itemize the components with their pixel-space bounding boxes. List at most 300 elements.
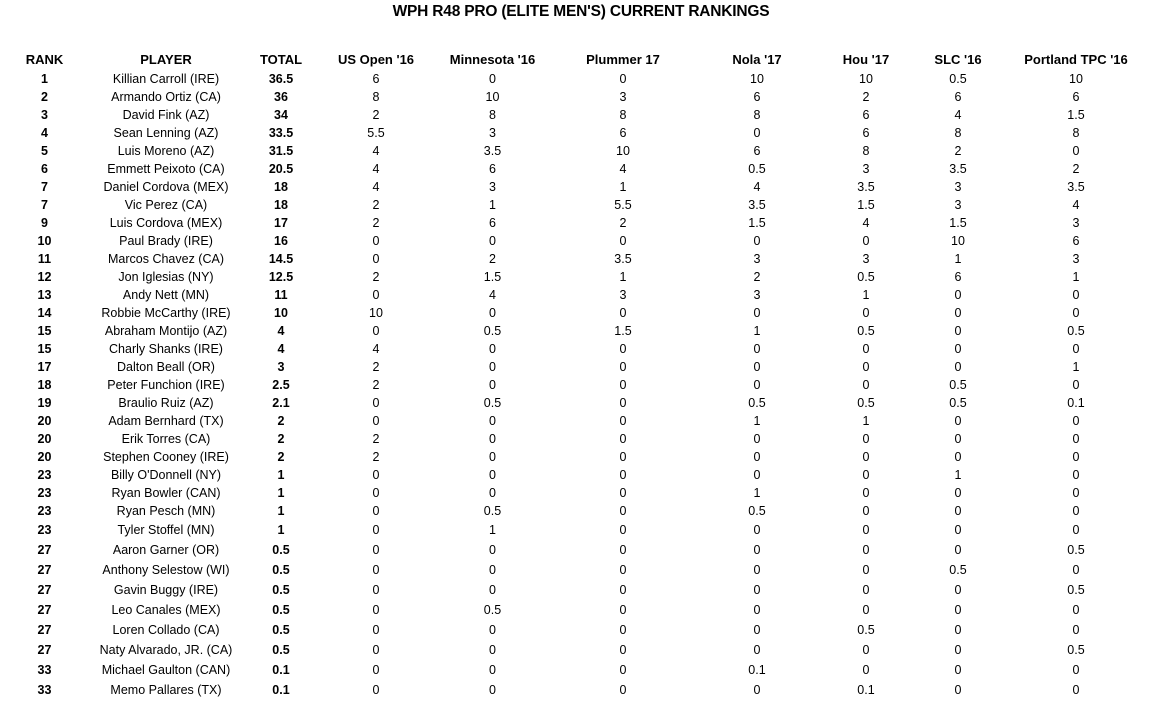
total-cell: 2 xyxy=(277,450,285,464)
score-cell: 10 xyxy=(485,90,500,104)
score-cell: 1 xyxy=(954,468,962,482)
score-cell: 0 xyxy=(753,523,761,537)
score-cell: 6 xyxy=(954,270,962,284)
score-cell: 0 xyxy=(489,583,496,597)
score-cell: 6 xyxy=(1072,90,1080,104)
table-row xyxy=(8,286,1156,304)
player-cell: Naty Alvarado, JR. (CA) xyxy=(99,643,233,657)
score-cell: 0 xyxy=(954,643,962,657)
table-row xyxy=(8,196,1156,214)
score-cell: 8 xyxy=(1072,126,1080,140)
score-cell: 3.5 xyxy=(748,198,766,212)
total-cell: 36.5 xyxy=(268,72,294,86)
score-cell: 0 xyxy=(619,623,627,637)
total-cell: 2.1 xyxy=(272,396,290,410)
score-cell: 0 xyxy=(1072,144,1080,158)
score-cell: 0 xyxy=(372,252,380,266)
score-cell: 0 xyxy=(954,360,962,374)
score-cell: 0.1 xyxy=(748,663,766,677)
score-cell: 10 xyxy=(1069,72,1083,86)
score-cell: 0.5 xyxy=(1067,324,1085,338)
player-cell: Andy Nett (MN) xyxy=(122,288,210,302)
player-cell: Daniel Cordova (MEX) xyxy=(103,180,229,194)
total-cell: 0.5 xyxy=(272,563,290,577)
score-cell: 8 xyxy=(954,126,962,140)
score-cell: 1 xyxy=(619,270,627,284)
score-cell: 0.5 xyxy=(857,270,875,284)
total-cell: 1 xyxy=(277,523,285,537)
column-header-nola-17: Nola '17 xyxy=(732,51,782,67)
player-cell: Paul Brady (IRE) xyxy=(119,234,213,248)
total-cell: 0.5 xyxy=(272,543,290,557)
score-cell: 6 xyxy=(1072,234,1080,248)
rank-cell: 33 xyxy=(37,683,52,697)
score-cell: 0 xyxy=(954,663,962,677)
score-cell: 3 xyxy=(619,288,627,302)
table-row xyxy=(8,680,1156,700)
player-cell: Stephen Cooney (IRE) xyxy=(103,450,229,464)
score-cell: 0 xyxy=(753,543,761,557)
score-cell: 0 xyxy=(753,683,761,697)
score-cell: 0 xyxy=(954,432,962,446)
table-row xyxy=(8,448,1156,466)
header-row xyxy=(8,48,1156,70)
rank-cell: 7 xyxy=(41,198,48,212)
score-cell: 0 xyxy=(489,563,496,577)
score-cell: 0 xyxy=(489,342,496,356)
table-row xyxy=(8,484,1156,502)
score-cell: 1 xyxy=(862,288,870,302)
player-cell: Aaron Garner (OR) xyxy=(112,543,220,557)
score-cell: 8 xyxy=(753,108,761,122)
rank-cell: 15 xyxy=(37,324,52,338)
score-cell: 0 xyxy=(619,396,627,410)
rankings-table xyxy=(8,48,1156,700)
score-cell: 1 xyxy=(489,198,496,212)
column-header-rank: RANK xyxy=(25,51,64,67)
rank-cell: 10 xyxy=(37,234,52,248)
total-cell: 34 xyxy=(274,108,288,122)
score-cell: 6 xyxy=(862,126,870,140)
score-cell: 0 xyxy=(489,306,496,320)
score-cell: 0 xyxy=(619,663,627,677)
score-cell: 3 xyxy=(753,252,761,266)
score-cell: 4 xyxy=(372,162,380,176)
score-cell: 1.5 xyxy=(614,324,632,338)
total-cell: 14.5 xyxy=(268,252,294,266)
score-cell: 1 xyxy=(753,414,761,428)
score-cell: 0 xyxy=(954,583,962,597)
score-cell: 6 xyxy=(489,216,496,230)
score-cell: 0 xyxy=(619,643,627,657)
score-cell: 0.5 xyxy=(949,396,967,410)
table-row xyxy=(8,160,1156,178)
score-cell: 0 xyxy=(1072,563,1080,577)
score-cell: 4 xyxy=(372,180,380,194)
score-cell: 1 xyxy=(954,252,962,266)
score-cell: 0 xyxy=(489,623,496,637)
player-cell: Ryan Bowler (CAN) xyxy=(111,486,221,500)
total-cell: 33.5 xyxy=(268,126,294,140)
player-cell: Peter Funchion (IRE) xyxy=(107,378,225,392)
score-cell: 0 xyxy=(954,543,962,557)
score-cell: 6 xyxy=(954,90,962,104)
rank-cell: 1 xyxy=(41,72,48,86)
score-cell: 0 xyxy=(619,543,627,557)
player-cell: Ryan Pesch (MN) xyxy=(116,504,216,518)
score-cell: 0 xyxy=(489,378,496,392)
score-cell: 1 xyxy=(619,180,627,194)
rank-cell: 12 xyxy=(37,270,52,284)
score-cell: 3.5 xyxy=(483,144,502,158)
rank-cell: 27 xyxy=(37,623,52,637)
score-cell: 10 xyxy=(750,72,764,86)
score-cell: 0 xyxy=(619,563,627,577)
score-cell: 3 xyxy=(619,90,627,104)
score-cell: 0 xyxy=(619,306,627,320)
table-row xyxy=(8,232,1156,250)
score-cell: 0 xyxy=(372,414,380,428)
score-cell: 0 xyxy=(619,342,627,356)
rank-cell: 4 xyxy=(41,126,48,140)
table-row xyxy=(8,214,1156,232)
rank-cell: 20 xyxy=(37,450,52,464)
score-cell: 0 xyxy=(753,234,761,248)
rank-cell: 27 xyxy=(37,643,52,657)
score-cell: 8 xyxy=(372,90,380,104)
score-cell: 0 xyxy=(954,603,962,617)
score-cell: 0 xyxy=(1072,414,1080,428)
table-row xyxy=(8,376,1156,394)
score-cell: 0 xyxy=(862,583,870,597)
score-cell: 3.5 xyxy=(857,180,875,194)
score-cell: 0 xyxy=(753,126,761,140)
score-cell: 0 xyxy=(1072,450,1080,464)
total-cell: 0.5 xyxy=(272,643,290,657)
score-cell: 0 xyxy=(954,623,962,637)
score-cell: 0 xyxy=(753,360,761,374)
score-cell: 0 xyxy=(619,583,627,597)
total-cell: 18 xyxy=(274,198,288,212)
table-row xyxy=(8,70,1156,88)
rank-cell: 18 xyxy=(37,378,52,392)
page-title: WPH R48 PRO (ELITE MEN'S) CURRENT RANKINGS xyxy=(392,3,770,20)
total-cell: 10 xyxy=(274,306,288,320)
column-header-plummer-17: Plummer 17 xyxy=(586,51,660,67)
rank-cell: 13 xyxy=(37,288,52,302)
score-cell: 2 xyxy=(862,90,870,104)
score-cell: 2 xyxy=(372,360,380,374)
score-cell: 0 xyxy=(1072,342,1080,356)
score-cell: 0 xyxy=(1072,288,1080,302)
score-cell: 4 xyxy=(372,342,380,356)
score-cell: 0 xyxy=(619,414,627,428)
table-row xyxy=(8,106,1156,124)
score-cell: 2 xyxy=(372,198,380,212)
score-cell: 3 xyxy=(862,252,870,266)
score-cell: 0 xyxy=(489,360,496,374)
score-cell: 0 xyxy=(372,523,380,537)
score-cell: 2 xyxy=(619,216,627,230)
rank-cell: 17 xyxy=(37,360,52,374)
score-cell: 0 xyxy=(753,378,761,392)
score-cell: 0 xyxy=(954,414,962,428)
score-cell: 0.5 xyxy=(949,72,967,86)
total-cell: 18 xyxy=(274,180,288,194)
score-cell: 0 xyxy=(753,623,761,637)
score-cell: 0 xyxy=(954,450,962,464)
table-row xyxy=(8,268,1156,286)
rank-cell: 27 xyxy=(37,543,52,557)
total-cell: 0.5 xyxy=(272,623,290,637)
total-cell: 3 xyxy=(277,360,285,374)
score-cell: 0 xyxy=(372,234,380,248)
rank-cell: 7 xyxy=(41,180,48,194)
score-cell: 0 xyxy=(1072,432,1080,446)
score-cell: 0 xyxy=(372,324,380,338)
score-cell: 10 xyxy=(616,144,630,158)
score-cell: 0 xyxy=(862,468,870,482)
table-row xyxy=(8,600,1156,620)
rank-cell: 27 xyxy=(37,603,52,617)
score-cell: 0 xyxy=(862,523,870,537)
rankings-body xyxy=(8,70,1156,700)
score-cell: 3.5 xyxy=(949,162,967,176)
total-cell: 0.5 xyxy=(272,583,290,597)
score-cell: 0.5 xyxy=(1067,643,1085,657)
score-cell: 3 xyxy=(489,180,496,194)
score-cell: 2 xyxy=(1072,162,1080,176)
score-cell: 0 xyxy=(1072,603,1080,617)
score-cell: 0.5 xyxy=(748,504,766,518)
score-cell: 0 xyxy=(489,468,496,482)
score-cell: 2 xyxy=(489,252,496,266)
score-cell: 0.5 xyxy=(483,504,502,518)
score-cell: 0 xyxy=(619,468,627,482)
score-cell: 0 xyxy=(862,603,870,617)
score-cell: 0 xyxy=(489,643,496,657)
rank-cell: 23 xyxy=(37,523,52,537)
table-row xyxy=(8,322,1156,340)
rank-cell: 5 xyxy=(41,144,48,158)
score-cell: 0 xyxy=(954,683,962,697)
player-cell: Armando Ortiz (CA) xyxy=(111,90,221,104)
score-cell: 6 xyxy=(753,144,761,158)
total-cell: 4 xyxy=(277,342,285,356)
score-cell: 10 xyxy=(859,72,873,86)
rank-cell: 20 xyxy=(37,432,52,446)
score-cell: 3 xyxy=(753,288,761,302)
player-cell: Adam Bernhard (TX) xyxy=(108,414,224,428)
player-cell: David Fink (AZ) xyxy=(122,108,210,122)
score-cell: 3 xyxy=(954,198,962,212)
rank-cell: 20 xyxy=(37,414,52,428)
total-cell: 20.5 xyxy=(268,162,294,176)
score-cell: 0 xyxy=(372,683,380,697)
score-cell: 6 xyxy=(489,162,496,176)
score-cell: 0 xyxy=(753,432,761,446)
rank-cell: 2 xyxy=(41,90,48,104)
score-cell: 1 xyxy=(862,414,870,428)
player-cell: Gavin Buggy (IRE) xyxy=(113,583,219,597)
score-cell: 0 xyxy=(753,643,761,657)
score-cell: 0 xyxy=(372,643,380,657)
column-header-slc-16: SLC '16 xyxy=(934,51,982,67)
score-cell: 0 xyxy=(753,583,761,597)
score-cell: 0 xyxy=(753,603,761,617)
score-cell: 4 xyxy=(753,180,761,194)
rank-cell: 6 xyxy=(41,162,48,176)
rank-cell: 23 xyxy=(37,468,52,482)
score-cell: 0 xyxy=(372,563,380,577)
total-cell: 17 xyxy=(274,216,288,230)
rank-cell: 9 xyxy=(41,216,48,230)
score-cell: 8 xyxy=(489,108,496,122)
score-cell: 0 xyxy=(619,360,627,374)
player-cell: Charly Shanks (IRE) xyxy=(109,342,223,356)
score-cell: 0 xyxy=(954,342,962,356)
score-cell: 0.5 xyxy=(949,378,967,392)
table-row xyxy=(8,250,1156,268)
table-row xyxy=(8,340,1156,358)
score-cell: 2 xyxy=(372,450,380,464)
column-header-portland-tpc-16: Portland TPC '16 xyxy=(1024,51,1128,67)
score-cell: 0 xyxy=(619,450,627,464)
total-cell: 0.1 xyxy=(272,663,290,677)
score-cell: 0 xyxy=(862,663,870,677)
score-cell: 0 xyxy=(372,583,380,597)
score-cell: 5.5 xyxy=(614,198,632,212)
score-cell: 3.5 xyxy=(614,252,632,266)
score-cell: 2 xyxy=(372,432,380,446)
score-cell: 0 xyxy=(1072,306,1080,320)
score-cell: 0.5 xyxy=(483,324,502,338)
score-cell: 0 xyxy=(954,504,962,518)
score-cell: 0 xyxy=(1072,486,1080,500)
score-cell: 0.1 xyxy=(1067,396,1085,410)
score-cell: 4 xyxy=(489,288,496,302)
score-cell: 0 xyxy=(753,306,761,320)
score-cell: 0 xyxy=(1072,663,1080,677)
column-header-hou-17: Hou '17 xyxy=(842,51,890,67)
player-cell: Memo Pallares (TX) xyxy=(110,683,222,697)
score-cell: 1 xyxy=(1072,270,1080,284)
score-cell: 0 xyxy=(954,306,962,320)
score-cell: 0 xyxy=(753,468,761,482)
score-cell: 0 xyxy=(489,663,496,677)
score-cell: 3 xyxy=(1072,252,1080,266)
score-cell: 6 xyxy=(372,72,380,86)
player-cell: Marcos Chavez (CA) xyxy=(108,252,224,266)
score-cell: 0.5 xyxy=(949,563,967,577)
score-cell: 0 xyxy=(489,450,496,464)
score-cell: 0 xyxy=(489,683,496,697)
total-cell: 2.5 xyxy=(272,378,290,392)
score-cell: 2 xyxy=(372,216,380,230)
total-cell: 31.5 xyxy=(268,144,294,158)
player-cell: Vic Perez (CA) xyxy=(124,198,208,212)
table-row xyxy=(8,502,1156,520)
table-row xyxy=(8,394,1156,412)
score-cell: 0.5 xyxy=(857,396,875,410)
table-row xyxy=(8,88,1156,106)
score-cell: 0 xyxy=(1072,468,1080,482)
score-cell: 2 xyxy=(954,144,962,158)
score-cell: 0 xyxy=(862,504,870,518)
rank-cell: 27 xyxy=(37,583,52,597)
score-cell: 1.5 xyxy=(748,216,766,230)
score-cell: 0 xyxy=(862,543,870,557)
player-cell: Killian Carroll (IRE) xyxy=(112,72,220,86)
score-cell: 0.5 xyxy=(483,396,502,410)
table-row xyxy=(8,358,1156,376)
score-cell: 0 xyxy=(372,396,380,410)
score-cell: 2 xyxy=(753,270,761,284)
score-cell: 0 xyxy=(489,543,496,557)
score-cell: 6 xyxy=(619,126,627,140)
score-cell: 0 xyxy=(619,72,627,86)
score-cell: 0 xyxy=(372,623,380,637)
table-row xyxy=(8,430,1156,448)
score-cell: 4 xyxy=(372,144,380,158)
table-row xyxy=(8,640,1156,660)
player-cell: Dalton Beall (OR) xyxy=(117,360,215,374)
table-row xyxy=(8,520,1156,540)
score-cell: 0 xyxy=(862,432,870,446)
column-header-total: TOTAL xyxy=(259,51,303,67)
player-cell: Sean Lenning (AZ) xyxy=(113,126,219,140)
score-cell: 0 xyxy=(372,504,380,518)
player-cell: Billy O'Donnell (NY) xyxy=(110,468,222,482)
total-cell: 1 xyxy=(277,468,285,482)
score-cell: 0 xyxy=(619,603,627,617)
score-cell: 0 xyxy=(489,414,496,428)
score-cell: 0 xyxy=(619,504,627,518)
score-cell: 0 xyxy=(372,486,380,500)
table-row xyxy=(8,560,1156,580)
total-cell: 2 xyxy=(277,414,285,428)
score-cell: 8 xyxy=(619,108,627,122)
score-cell: 5.5 xyxy=(367,126,385,140)
player-cell: Emmett Peixoto (CA) xyxy=(107,162,225,176)
score-cell: 1.5 xyxy=(857,198,875,212)
score-cell: 0.5 xyxy=(483,603,502,617)
score-cell: 0 xyxy=(489,72,496,86)
total-cell: 0.5 xyxy=(272,603,290,617)
rank-cell: 33 xyxy=(37,663,52,677)
score-cell: 1 xyxy=(489,523,496,537)
column-header-us-open-16: US Open '16 xyxy=(337,51,415,67)
score-cell: 0 xyxy=(489,432,496,446)
table-row xyxy=(8,580,1156,600)
score-cell: 1 xyxy=(1072,360,1080,374)
score-cell: 0 xyxy=(619,486,627,500)
player-cell: Braulio Ruiz (AZ) xyxy=(118,396,214,410)
score-cell: 0 xyxy=(1072,623,1080,637)
table-row xyxy=(8,304,1156,322)
score-cell: 0 xyxy=(619,234,627,248)
score-cell: 3.5 xyxy=(1067,180,1085,194)
score-cell: 10 xyxy=(369,306,383,320)
score-cell: 0 xyxy=(862,563,870,577)
score-cell: 0.1 xyxy=(857,683,875,697)
score-cell: 0 xyxy=(1072,378,1080,392)
table-row xyxy=(8,124,1156,142)
player-cell: Jon Iglesias (NY) xyxy=(118,270,214,284)
total-cell: 1 xyxy=(277,504,285,518)
score-cell: 2 xyxy=(372,378,380,392)
score-cell: 0 xyxy=(862,342,870,356)
